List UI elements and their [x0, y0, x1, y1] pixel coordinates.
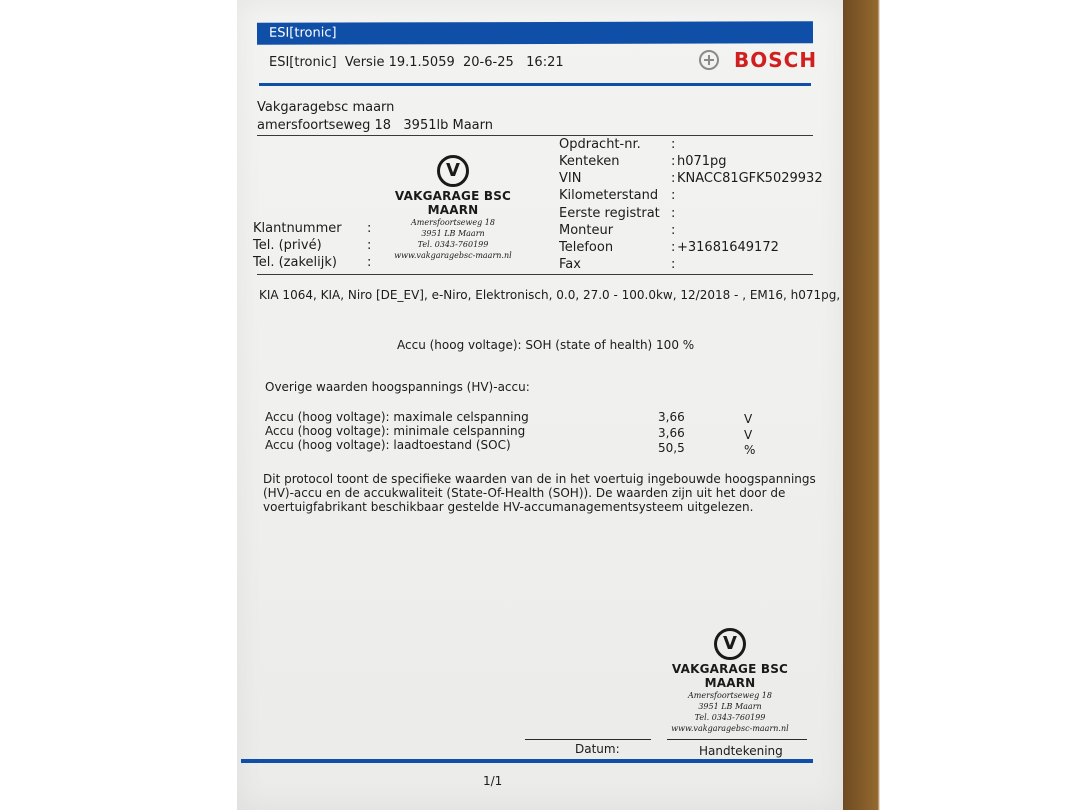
customer-label: Klantnummer: [253, 221, 342, 236]
order-sep: :: [671, 206, 676, 221]
order-sep: :: [671, 223, 676, 238]
signature-line: [667, 739, 807, 740]
stamp-phone: Tel. 0343-760199: [694, 713, 766, 722]
signature-label: Handtekening: [699, 744, 783, 758]
app-title-bar: [257, 21, 813, 44]
garage-name: Vakgaragebsc maarn: [257, 100, 395, 115]
measurement-value: 3,66: [658, 426, 685, 440]
measurement-label: Accu (hoog voltage): maximale celspanning: [265, 410, 529, 424]
date-label: Datum:: [575, 742, 620, 756]
order-sep: :: [671, 240, 676, 255]
order-sep: :: [671, 188, 676, 203]
order-label: Kilometerstand: [559, 188, 659, 203]
table-surface-left: [0, 0, 238, 810]
table-surface-right: [842, 0, 1080, 810]
protocol-line: (HV)-accu en de accukwaliteit (State-Of-Health (SOH)). De waarden zijn uit het door de: [263, 486, 786, 500]
measurement-label: Accu (hoog voltage): minimale celspanning: [265, 424, 526, 438]
fields-rule: [257, 274, 813, 275]
stamp-street: Amersfoortseweg 18: [688, 691, 772, 700]
order-value: h071pg: [677, 154, 727, 169]
bosch-brand-text: BOSCH: [734, 48, 818, 72]
customer-sep: :: [367, 238, 372, 253]
measurement-unit: %: [744, 443, 756, 457]
order-sep: :: [671, 154, 676, 169]
stamp-city: 3951 LB Maarn: [698, 702, 762, 711]
vehicle-description: KIA 1064, KIA, Niro [DE_EV], e-Niro, Elektronisch, 0.0, 27.0 - 100.0kw, 12/2018 - , EM16, h071pg,: [259, 288, 841, 302]
measurement-unit: V: [744, 428, 753, 442]
customer-sep: :: [367, 255, 372, 270]
measurement-unit: V: [744, 412, 753, 426]
app-title-bar-label: ESI[tronic]: [268, 25, 337, 41]
header-rule: [259, 83, 811, 86]
garage-stamp: [373, 155, 533, 261]
stamp-name: VAKGARAGE BSC MAARN: [394, 189, 512, 217]
stamp-web: www.vakgaragebsc-maarn.nl: [671, 724, 789, 733]
garage-street: amersfoortseweg 18: [257, 118, 391, 133]
order-sep: :: [671, 171, 676, 186]
measurement-value: 3,66: [658, 410, 685, 424]
order-sep: :: [671, 137, 676, 152]
customer-sep: :: [367, 221, 372, 236]
report-date: 20-6-25: [463, 55, 514, 70]
other-values-title: Overige waarden hoogspannings (HV)-accu:: [265, 380, 530, 394]
order-sep: :: [671, 257, 676, 272]
order-label: Opdracht-nr.: [559, 137, 641, 152]
protocol-line: Dit protocol toont de specifieke waarden van de in het voertuig ingebouwde hoogspannings: [263, 472, 816, 486]
protocol-line: voertuigfabrikant beschikbaar gestelde HV-accumanagementsysteem uitgelezen.: [263, 500, 754, 514]
order-label: Fax: [559, 257, 581, 272]
soh-line: Accu (hoog voltage): SOH (state of health) 100 %: [397, 338, 695, 352]
stamp-web: www.vakgaragebsc-maarn.nl: [394, 251, 512, 260]
order-label: Eerste registrat: [559, 206, 660, 221]
date-line: [525, 739, 651, 740]
report-time: 16:21: [526, 55, 564, 70]
footer-rule: [241, 759, 813, 763]
measurement-label: Accu (hoog voltage): laadtoestand (SOC): [265, 438, 511, 452]
stamp-phone: Tel. 0343-760199: [417, 240, 489, 249]
order-label: Telefoon: [559, 240, 614, 255]
vakgarage-v-icon: [437, 155, 469, 187]
order-label: Monteur: [559, 223, 614, 238]
order-value: +31681649172: [677, 240, 779, 255]
address-rule: [257, 135, 813, 136]
app-name: ESI[tronic]: [269, 55, 337, 70]
printed-report: [237, 0, 843, 810]
vakgarage-v-icon: [714, 628, 746, 660]
report-header: [269, 55, 564, 70]
order-label: VIN: [559, 171, 582, 186]
bosch-armature-icon: [699, 50, 719, 70]
customer-label: Tel. (privé): [253, 238, 322, 253]
page-number: 1/1: [483, 774, 503, 788]
garage-address: [257, 118, 493, 133]
stamp-street: Amersfoortseweg 18: [411, 218, 495, 227]
version: Versie 19.1.5059: [344, 55, 455, 70]
garage-city: 3951lb Maarn: [403, 118, 493, 133]
order-value: KNACC81GFK5029932: [677, 171, 823, 186]
measurement-value: 50,5: [658, 441, 685, 455]
stamp-name: VAKGARAGE BSC MAARN: [671, 662, 789, 690]
stamp-city: 3951 LB Maarn: [421, 229, 485, 238]
order-label: Kenteken: [559, 154, 620, 169]
customer-label: Tel. (zakelijk): [253, 255, 337, 270]
garage-stamp-signature: [655, 628, 805, 734]
